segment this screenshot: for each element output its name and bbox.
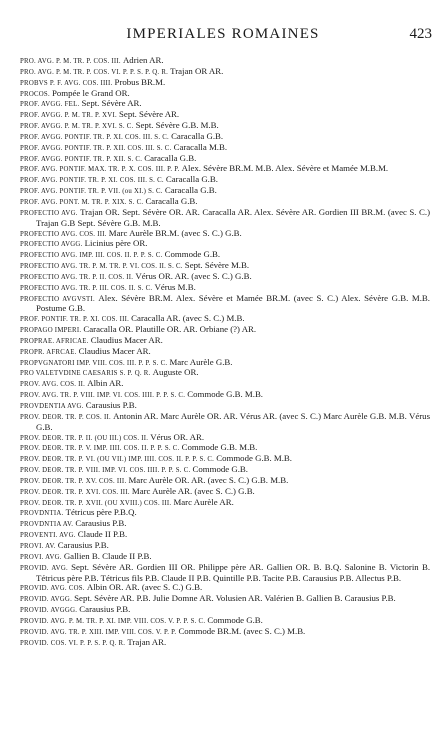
coin-description: Auguste OR. xyxy=(152,367,199,378)
entry-list xyxy=(20,56,430,648)
list-item xyxy=(20,294,430,315)
coin-description: Gallien B. Claude II P.B. xyxy=(63,550,152,561)
coin-legend: PROV. DEOR. TR. P. VI. (OU VII.) IMP. IIII. COS. II. P. P. S. C. xyxy=(20,456,215,464)
coin-legend: PRO VALETVDINE CAESARIS S. P. Q. R. xyxy=(20,370,151,378)
list-item xyxy=(20,390,430,401)
list-item xyxy=(20,627,430,638)
coin-legend: PROV. AVG. COS. II. xyxy=(20,381,86,389)
coin-legend: PROVENTI. AVG. xyxy=(20,532,76,540)
coin-description: Commode G.B. M.B. xyxy=(216,453,292,464)
list-item xyxy=(20,208,430,229)
page-header xyxy=(0,26,446,48)
coin-description: Albin AR. xyxy=(87,378,124,389)
coin-description: Commode G.B. M.B. xyxy=(181,442,258,453)
coin-legend: PROVID. AVG. COS. xyxy=(20,585,85,593)
coin-legend: PROPR. AFRCAE. xyxy=(20,348,77,356)
list-item xyxy=(20,56,430,67)
coin-legend: PROVID. AVG. xyxy=(20,564,68,572)
coin-legend: PROF. PONTIF. TR. P. XI. COS. III. xyxy=(20,316,130,324)
coin-description: Probus BR.M. xyxy=(114,76,166,87)
list-item xyxy=(20,175,430,186)
coin-description: Antonin AR. Marc Aurèle OR. AR. Vérus AR. (avec S. C.) Marc Aurèle G.B. M.B. Vérus G.B. xyxy=(36,410,430,432)
coin-legend: PROF. AVGG. PONTIF. TR. P. XII. COS. III. S. C. xyxy=(20,144,172,152)
coin-legend: PROVDNTIA AV. xyxy=(20,521,74,529)
coin-legend: PROF. AVGG. P. M. TR. P. XVI. xyxy=(20,112,117,120)
coin-description: Sept. Sévère AR. P.B. Julie Domne AR. Volusien AR. Valérien B. Gallien B. Carausius P.B. xyxy=(74,593,396,604)
coin-legend: PROVID. COS. VI. P. P. S. P. Q. R. xyxy=(20,639,126,647)
coin-description: Marc Aurèle AR. (avec S. C.) G.B. xyxy=(131,485,255,496)
coin-description: Marc Aurèle OR. AR. (avec S. C.) G.B. M.B. xyxy=(128,474,289,485)
coin-description: Sept. Sévère AR. xyxy=(81,98,142,109)
list-item xyxy=(20,143,430,154)
coin-description: Licinius père OR. xyxy=(84,238,148,249)
coin-legend: PROF. AVG. PONTIF. TR. P. XI. COS. III. S. C. xyxy=(20,177,164,185)
coin-description: Alex. Sévère BR.M. M.B. Alex. Sévère et Mamée M.B.M. xyxy=(181,163,389,174)
coin-legend: PROV. DEOR. TR. P. XV. COS. III. xyxy=(20,477,127,485)
coin-description: Sept. Sévère AR. Gordien III OR. Philippe père AR. Gallien OR. B. B.Q. Salonine B. Victorin B. Tétricus père P.B. Tétricus fils P.B. Claude II P.B. Quintille P.B. Tacite P.B. Carausius P.B. Allectus P.B. xyxy=(36,561,431,583)
coin-legend: PROVDENTIA AVG. xyxy=(20,403,84,410)
coin-legend: PROV. DEOR. TR. P. XVI. COS. III. xyxy=(20,488,130,496)
list-item xyxy=(20,638,430,649)
coin-description: Carausius P.B. xyxy=(85,400,137,410)
coin-legend: PROV. DEOR. TR. P. XVII. (OU XVIII.) COS. III. xyxy=(20,499,172,507)
coin-legend: PROF. AVGG. PONTIF. TR. P. XI. COS. III. S. C. xyxy=(20,133,169,141)
coin-description: Trajan OR AR. xyxy=(170,65,224,76)
coin-legend: PROV. DEOR. TR. P. COS. II. xyxy=(20,413,111,421)
coin-description: Caracalla G.B. xyxy=(144,152,197,163)
coin-description: Sept. Sévère G.B. M.B. xyxy=(135,120,219,131)
coin-description: Tétricus père P.B.Q. xyxy=(65,507,137,518)
coin-legend: PROF. AVGG. PONTIF. TR. P. XII. S. C. xyxy=(20,155,143,163)
coin-description: Caracalla G.B. xyxy=(164,185,217,196)
coin-legend: PROVI. AVG. xyxy=(20,553,62,561)
coin-description: Claudius Macer AR. xyxy=(78,345,151,356)
coin-legend: PROPRAE. AFRICAE. xyxy=(20,337,89,345)
list-item xyxy=(20,368,430,379)
coin-legend: PROFECTIO AVG. IMP. III. COS. II. P. P. S. C. xyxy=(20,252,163,260)
coin-description: Caracalla M.B. xyxy=(173,141,228,152)
coin-description: Alex. Sévère BR.M. Alex. Sévère et Mamée BR.M. (avec S. C.) Alex. Sévère G.B. M.B. Postume G.B. xyxy=(36,292,430,314)
list-item xyxy=(20,325,430,336)
coin-legend: PROVID. AVG. P. M. TR. P. XI. IMP. VIII. COS. V. P. P. S. C. xyxy=(20,617,206,625)
coin-description: Commode G.B. xyxy=(192,464,249,475)
coin-legend: PROVDNTIA. xyxy=(20,510,64,518)
list-item xyxy=(20,99,430,110)
coin-legend: PROFECTIO AVG. TR. P. M. TR. P. VI. COS. II. S. C. xyxy=(20,263,183,271)
list-item xyxy=(20,239,430,250)
coin-description: Vérus OR. AR. (avec S. C.) G.B. xyxy=(135,270,252,281)
coin-legend: PRO. AVG. P. M. TR. P. COS. III. xyxy=(20,58,121,65)
coin-description: Caracalla G.B. xyxy=(165,174,218,185)
coin-legend: PROVID. AVGGG. xyxy=(20,607,78,615)
list-item xyxy=(20,229,430,240)
coin-legend: PROV. DEOR. TR. P. VIII. IMP. VI. COS. IIII. P. P. S. C. xyxy=(20,467,191,475)
coin-legend: PROF. AVG. PONTIF. TR. P. VII. (ou XI.) S. C. xyxy=(20,188,163,196)
coin-description: Carausius P.B. xyxy=(79,604,131,615)
coin-legend: PROV. DEOR. TR. P. II. (OU III.) COS. II. xyxy=(20,434,149,442)
list-item xyxy=(20,412,430,433)
list-item xyxy=(20,121,430,132)
list-item xyxy=(20,110,430,121)
coin-legend: PROFECTIO AVG. xyxy=(20,209,78,217)
coin-description: Adrien AR. xyxy=(122,55,164,65)
coin-description: Albin OR. AR. (avec S. C.) G.B. xyxy=(86,582,203,593)
coin-legend: PROVI. AV. xyxy=(20,542,56,550)
list-item xyxy=(20,186,430,197)
coin-legend: PROFECTIO AVG. COS. III. xyxy=(20,230,107,238)
coin-description: Carausius P.B. xyxy=(75,518,127,529)
list-item xyxy=(20,272,430,283)
list-item xyxy=(20,67,430,78)
coin-description: Marc Aurèle BR.M. (avec S. C.) G.B. xyxy=(108,227,242,238)
coin-legend: PROFECTIO AVG. TR. P. III. COS. II. S. C. xyxy=(20,284,153,292)
coin-legend: PROPVGNATORI IMP. VIII. COS. III. P. P. S. C. xyxy=(20,359,168,367)
coin-description: Marc Aurèle G.B. xyxy=(169,356,233,367)
coin-description: Sept. Sévère AR. xyxy=(119,109,180,120)
coin-description: Marc Aurèle AR. xyxy=(173,496,234,507)
coin-description: Commode G.B. xyxy=(207,614,263,625)
coin-description: Trajan AR. xyxy=(127,636,167,647)
coin-legend: PROVID. AVG. TR. P. XIII. IMP. VIII. COS. V. P. P. xyxy=(20,628,177,636)
page-number: 423 xyxy=(409,26,432,42)
coin-legend: PROFECTIO AVGG. xyxy=(20,241,83,249)
running-title: IMPERIALES ROMAINES xyxy=(126,26,320,42)
coin-legend: PROF. AVGG. P. M. TR. P. XVI. S. C. xyxy=(20,123,134,131)
list-item xyxy=(20,563,430,584)
coin-legend: PROF. AVG. PONT. M. TR. P. XIX. S. C. xyxy=(20,198,144,206)
list-item xyxy=(20,358,430,369)
coin-legend: PROF. AVG. PONTIF. MAX. TR. P. X. COS. III. P. P. xyxy=(20,166,180,174)
list-item xyxy=(20,164,430,175)
coin-legend: PRO. AVG. P. M. TR. P. COS. VI. P. P. S. P. Q. R. xyxy=(20,68,169,76)
coin-description: Trajan OR. Sept. Sévère OR. AR. Caracalla AR. Alex. Sévère AR. Gordien III BR.M. (avec S. C.) Trajan G.B Sept. Sévère G.B. M.B. xyxy=(36,206,430,228)
coin-description: Pompée le Grand OR. xyxy=(52,87,130,98)
coin-legend: PROF. AVGG. FEL. xyxy=(20,101,80,109)
coin-description: Commode G.B. xyxy=(164,249,221,260)
coin-description: Vérus OR. AR. xyxy=(150,431,205,442)
coin-description: Caracalla AR. (avec S. C.) M.B. xyxy=(131,313,245,324)
coin-description: Vérus M.B. xyxy=(154,281,196,292)
coin-description: Caracalla OR. Plautille OR. AR. Orbiane (?) AR. xyxy=(83,324,257,335)
coin-description: Commode BR.M. (avec S. C.) M.B. xyxy=(178,625,306,636)
coin-legend: PROPAGO IMPERI. xyxy=(20,327,82,335)
coin-legend: PROV. DEOR. TR. P. V. IMP. IIII. COS. II. P. P. S. C. xyxy=(20,445,180,453)
coin-description: Claude II P.B. xyxy=(77,529,128,540)
coin-legend: PROVID. AVGG. xyxy=(20,596,73,604)
coin-description: Carausius P.B. xyxy=(57,539,109,550)
coin-description: Commode G.B. M.B. xyxy=(187,389,264,400)
coin-legend: PROFECTIO AVG. TR. P. II. COS. II. xyxy=(20,273,134,281)
coin-description: Sept. Sévère M.B. xyxy=(184,260,250,271)
coin-legend: PROCOS. xyxy=(20,90,50,98)
coin-legend: PROV. AVG. TR. P. VIII. IMP. VI. COS. IIII. P. P. S. C. xyxy=(20,392,186,400)
coin-description: Caracalla G.B. xyxy=(145,195,198,206)
coin-description: Claudius Macer AR. xyxy=(90,334,163,345)
coin-description: Caracalla G.B. xyxy=(171,130,224,141)
coin-legend: PROFECTIO AVGVSTI. xyxy=(20,295,95,303)
coin-legend: PROBVS P. F. AVG. COS. IIII. xyxy=(20,79,113,87)
